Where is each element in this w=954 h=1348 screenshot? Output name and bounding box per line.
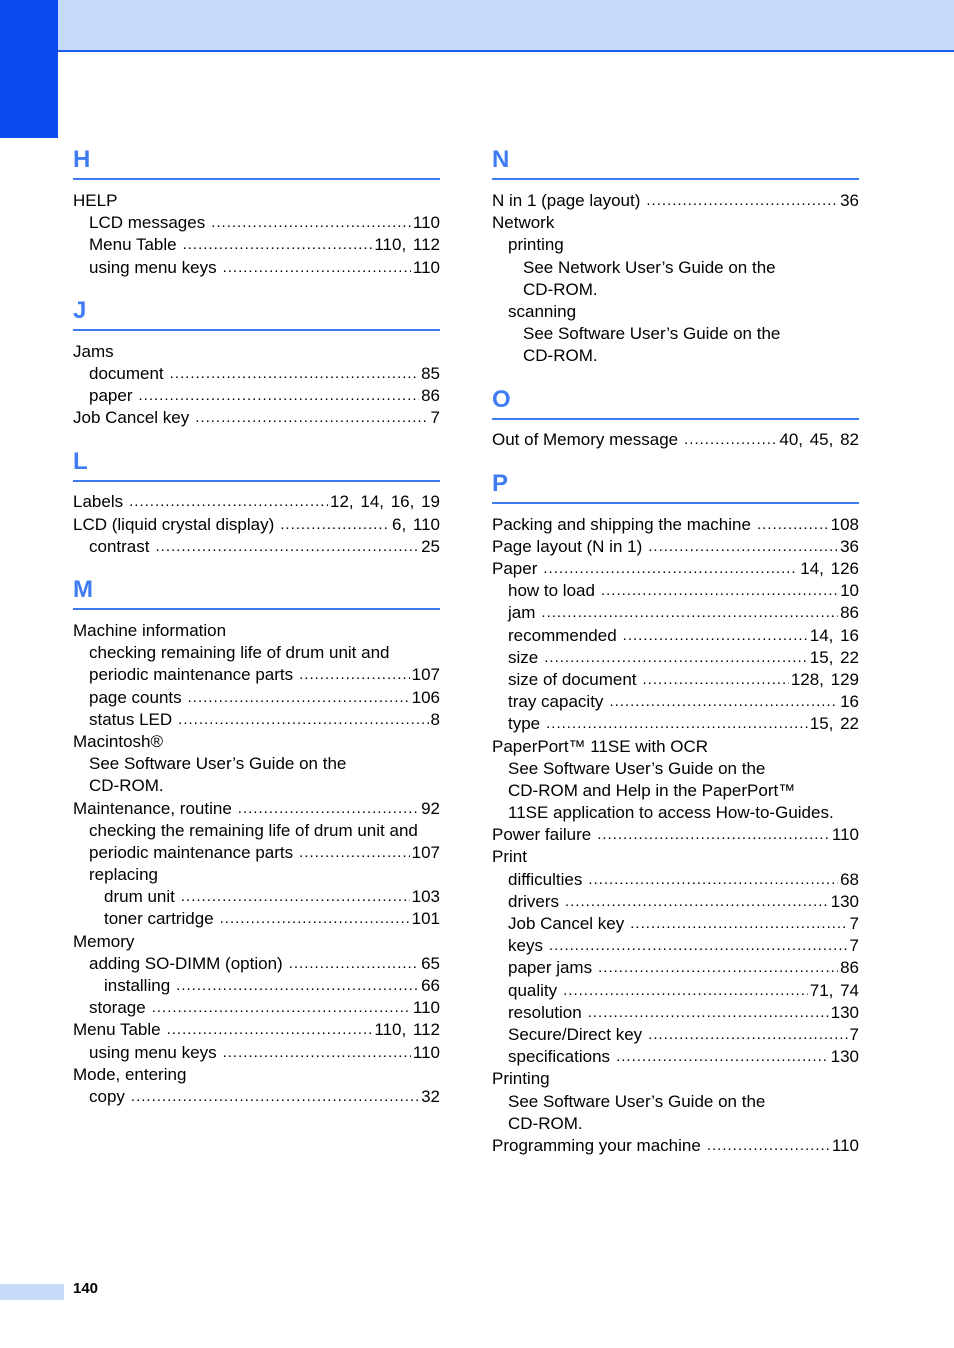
index-entry [492, 323, 859, 345]
index-entry-pages[interactable]: 106 [411, 687, 440, 707]
index-entry [73, 664, 440, 686]
index-entry [492, 345, 859, 367]
index-entry [73, 1042, 440, 1064]
index-entry [73, 975, 440, 997]
index-entry-label: Job Cancel key [73, 408, 190, 428]
index-entry-pages[interactable]: 14, 16 [809, 625, 859, 645]
index-entry-label: paper jams [508, 958, 593, 978]
index-entry-pages[interactable]: 92 [421, 798, 440, 818]
dot-leader [280, 514, 390, 536]
index-entry [492, 1135, 859, 1157]
index-entry-label: Power failure [492, 825, 592, 845]
index-entry-pages[interactable]: 16 [840, 692, 859, 712]
index-entry-pages[interactable]: 40, 45, 82 [779, 430, 859, 450]
index-entry-label: scanning [508, 301, 577, 321]
index-entry-pages[interactable]: 7 [430, 408, 440, 428]
index-entry-pages[interactable]: 32 [421, 1086, 440, 1106]
index-entry-pages[interactable]: 14, 126 [800, 559, 859, 579]
page-number-tab [0, 1284, 64, 1300]
index-entry [492, 913, 859, 935]
index-entry-label: toner cartridge [104, 909, 214, 929]
index-entry-label: paper [89, 386, 133, 406]
index-entry [492, 625, 859, 647]
index-entry-label: Labels [73, 492, 124, 512]
dot-leader [223, 1042, 411, 1064]
index-entry-label: Jams [73, 341, 114, 361]
index-entry-pages[interactable]: 110 [412, 1042, 440, 1062]
index-entry-label: checking the remaining life of drum unit and [89, 820, 418, 840]
dot-leader [129, 492, 328, 514]
dot-leader [289, 953, 419, 975]
index-entry-label: Print [492, 847, 527, 867]
index-entry-label: document [89, 363, 164, 383]
index-entry [73, 407, 440, 429]
index-entry [492, 669, 859, 691]
dot-leader [170, 363, 419, 385]
index-entry-list [73, 492, 440, 559]
dot-leader [549, 935, 848, 957]
index-entry [73, 642, 440, 664]
index-entry-label: CD-ROM. [523, 279, 598, 299]
index-entry [492, 1024, 859, 1046]
index-entry [73, 190, 440, 212]
index-entry-label: jam [508, 603, 536, 623]
dot-leader [598, 957, 838, 979]
index-entry [73, 1019, 440, 1041]
index-entry-label: See Software User’s Guide on the [508, 1091, 766, 1111]
index-entry-pages[interactable]: 25 [421, 536, 440, 556]
dot-leader [238, 798, 419, 820]
section-gap [492, 452, 859, 464]
index-entry-label: keys [508, 936, 543, 956]
dot-leader [138, 385, 419, 407]
chapter-tab [0, 0, 58, 138]
index-entry-pages[interactable]: 130 [830, 1002, 859, 1022]
index-entry [492, 1091, 859, 1113]
index-entry-label: See Network User’s Guide on the [523, 257, 776, 277]
dot-leader [178, 709, 428, 731]
index-entry-label: difficulties [508, 869, 583, 889]
header-band [0, 0, 954, 52]
index-entry-label: CD-ROM. [89, 776, 164, 796]
index-entry-pages[interactable]: 68 [840, 869, 859, 889]
index-entry-label: See Software User’s Guide on the [508, 758, 766, 778]
dot-leader [183, 234, 373, 256]
index-entry [492, 514, 859, 536]
section-letter-heading: O [492, 380, 859, 420]
index-entry [73, 492, 440, 514]
dot-leader [176, 975, 419, 997]
dot-leader [616, 1046, 829, 1068]
index-entry [492, 301, 859, 323]
index-entry-label: Mode, entering [73, 1064, 187, 1084]
index-entry-label: using menu keys [89, 257, 217, 277]
index-entry [492, 780, 859, 802]
index-entry [73, 620, 440, 642]
index-entry [492, 279, 859, 301]
index-entry-label: contrast [89, 536, 150, 556]
index-column-left [73, 140, 440, 1108]
index-entry [73, 1086, 440, 1108]
index-entry [73, 212, 440, 234]
dot-leader [299, 842, 410, 864]
section-letter-heading: M [73, 570, 440, 610]
dot-leader [181, 886, 410, 908]
index-entry-pages[interactable]: 65 [421, 953, 440, 973]
dot-leader [188, 687, 410, 709]
index-entry [73, 363, 440, 385]
section-letter-heading: H [73, 140, 440, 180]
dot-leader [609, 691, 838, 713]
index-entry-label: PaperPort™ 11SE with OCR [492, 736, 709, 756]
index-entry [492, 869, 859, 891]
dot-leader [220, 909, 410, 931]
index-entry-label: recommended [508, 625, 617, 645]
index-entry-label: CD-ROM and Help in the PaperPort™ [508, 780, 796, 800]
index-entry [492, 647, 859, 669]
index-entry-label: replacing [89, 865, 158, 885]
index-entry-label: Menu Table [73, 1020, 161, 1040]
index-entry-pages[interactable]: 108 [830, 514, 859, 534]
dot-leader [648, 1024, 847, 1046]
index-entry-label: how to load [508, 581, 595, 601]
index-entry-label: See Software User’s Guide on the [89, 754, 347, 774]
index-entry [492, 1002, 859, 1024]
index-entry [492, 847, 859, 869]
index-entry-label: Secure/Direct key [508, 1024, 643, 1044]
index-entry [73, 953, 440, 975]
index-entry [73, 931, 440, 953]
index-entry-label: Menu Table [89, 235, 177, 255]
index-entry-label: periodic maintenance parts [89, 665, 294, 685]
index-entry [73, 775, 440, 797]
index-entry-pages[interactable]: 130 [830, 1047, 859, 1067]
dot-leader [565, 891, 829, 913]
index-entry-pages[interactable]: 15, 22 [809, 714, 859, 734]
section-letter-heading: J [73, 291, 440, 331]
dot-leader [643, 669, 789, 691]
dot-leader [588, 1002, 829, 1024]
index-entry-pages[interactable]: 7 [849, 1024, 859, 1044]
section-gap [492, 368, 859, 380]
index-entry-label: adding SO-DIMM (option) [89, 953, 283, 973]
index-entry [492, 536, 859, 558]
index-entry-list [492, 190, 859, 368]
index-entry [492, 891, 859, 913]
index-entry [492, 257, 859, 279]
dot-leader [223, 257, 411, 279]
index-entry-pages[interactable]: 130 [830, 891, 859, 911]
index-entry-label: tray capacity [508, 692, 604, 712]
index-entry-pages[interactable]: 110 [412, 998, 440, 1018]
index-entry-pages[interactable]: 86 [421, 386, 440, 406]
index-entry [73, 886, 440, 908]
index-entry-list [73, 341, 440, 430]
section-letter-heading: L [73, 442, 440, 482]
section-letter-heading: N [492, 140, 859, 180]
index-entry [492, 802, 859, 824]
dot-leader [543, 558, 798, 580]
dot-leader [597, 824, 830, 846]
page-number: 140 [73, 1280, 99, 1297]
dot-leader [707, 1135, 830, 1157]
index-entry [492, 691, 859, 713]
section-gap [73, 279, 440, 291]
dot-leader [546, 713, 808, 735]
index-entry [73, 536, 440, 558]
index-entry-list [73, 190, 440, 279]
index-entry-label: type [508, 714, 541, 734]
index-entry-label: LCD messages [89, 213, 206, 233]
index-entry-pages[interactable]: 15, 22 [809, 647, 859, 667]
index-entry-label: copy [89, 1086, 125, 1106]
index-entry [73, 842, 440, 864]
index-entry [73, 709, 440, 731]
index-entry-list [492, 514, 859, 1157]
index-entry-pages[interactable]: 66 [421, 976, 440, 996]
index-entry-label: Maintenance, routine [73, 798, 232, 818]
index-entry-label: Printing [492, 1069, 550, 1089]
index-entry-pages[interactable]: 86 [840, 958, 859, 978]
index-entry-pages[interactable]: 110 [831, 825, 859, 845]
index-entry-label: using menu keys [89, 1042, 217, 1062]
index-entry-label: size [508, 647, 539, 667]
index-entry-label: CD-ROM. [523, 346, 598, 366]
index-entry [492, 736, 859, 758]
index-entry-pages[interactable]: 86 [840, 603, 859, 623]
index-entry [73, 1064, 440, 1086]
index-entry-label: specifications [508, 1047, 611, 1067]
dot-leader [630, 913, 847, 935]
index-entry-pages[interactable]: 10 [840, 581, 859, 601]
index-entry-pages[interactable]: 71, 74 [809, 980, 859, 1000]
index-entry [73, 909, 440, 931]
index-entry [492, 234, 859, 256]
dot-leader [299, 664, 410, 686]
index-entry-pages[interactable]: 85 [421, 363, 440, 383]
index-entry-label: Out of Memory message [492, 430, 679, 450]
index-entry-pages[interactable]: 6, 110 [391, 514, 440, 534]
index-entry-pages[interactable]: 36 [840, 536, 859, 556]
index-entry-pages[interactable]: 8 [430, 709, 440, 729]
index-entry [492, 190, 859, 212]
index-entry-pages[interactable]: 110 [412, 257, 440, 277]
index-entry [73, 731, 440, 753]
index-entry [492, 580, 859, 602]
dot-leader [541, 602, 838, 624]
index-entry [492, 758, 859, 780]
dot-leader [544, 647, 808, 669]
index-entry [492, 430, 859, 452]
index-entry [492, 558, 859, 580]
index-entry-pages[interactable]: 107 [411, 665, 440, 685]
section-gap [73, 558, 440, 570]
index-entry-label: Memory [73, 931, 135, 951]
index-entry-list [73, 620, 440, 1108]
dot-leader [623, 625, 808, 647]
dot-leader [131, 1086, 419, 1108]
index-entry-label: LCD (liquid crystal display) [73, 514, 275, 534]
dot-leader [601, 580, 838, 602]
dot-leader [646, 190, 838, 212]
index-entry-label: Macintosh® [73, 731, 164, 751]
index-entry-label: Paper [492, 559, 538, 579]
index-entry-label: periodic maintenance parts [89, 842, 294, 862]
index-entry-pages[interactable]: 36 [840, 190, 859, 210]
index-entry-label: Programming your machine [492, 1135, 701, 1155]
section-letter-heading: P [492, 464, 859, 504]
index-entry-label: See Software User’s Guide on the [523, 324, 781, 344]
index-entry-pages[interactable]: 110 [412, 213, 440, 233]
index-entry-pages[interactable]: 110, 112 [374, 235, 440, 255]
dot-leader [155, 536, 419, 558]
index-entry [73, 341, 440, 363]
index-entry [73, 864, 440, 886]
index-entry [73, 257, 440, 279]
section-gap [73, 430, 440, 442]
index-entry-label: CD-ROM. [508, 1113, 583, 1133]
dot-leader [684, 430, 777, 452]
index-entry-label: Job Cancel key [508, 914, 625, 934]
dot-leader [588, 869, 838, 891]
index-entry [492, 935, 859, 957]
index-entry-label: Page layout (N in 1) [492, 536, 643, 556]
index-entry-label: Network [492, 213, 555, 233]
index-entry-label: checking remaining life of drum unit and [89, 643, 390, 663]
dot-leader [648, 536, 838, 558]
index-entry-pages[interactable]: 110, 112 [374, 1020, 440, 1040]
index-entry-pages[interactable]: 12, 14, 16, 19 [330, 492, 440, 512]
index-entry [492, 1068, 859, 1090]
index-entry-label: storage [89, 998, 146, 1018]
index-entry-label: resolution [508, 1002, 582, 1022]
index-entry [73, 997, 440, 1019]
index-entry-list [492, 430, 859, 452]
index-entry-label: drum unit [104, 887, 175, 907]
index-column-right [492, 140, 859, 1157]
index-entry [492, 212, 859, 234]
dot-leader [152, 997, 411, 1019]
dot-leader [211, 212, 411, 234]
index-entry [73, 820, 440, 842]
index-entry-label: size of document [508, 669, 637, 689]
index-entry-pages[interactable]: 7 [849, 914, 859, 934]
index-entry [492, 957, 859, 979]
index-entry-pages[interactable]: 101 [411, 909, 440, 929]
index-entry-label: printing [508, 235, 564, 255]
index-entry [73, 753, 440, 775]
index-entry-label: HELP [73, 190, 118, 210]
index-entry [492, 980, 859, 1002]
index-entry-label: page counts [89, 687, 182, 707]
index-entry [73, 687, 440, 709]
dot-leader [195, 407, 428, 429]
index-entry-pages[interactable]: 107 [411, 842, 440, 862]
index-entry-label: quality [508, 980, 558, 1000]
index-entry-label: Machine information [73, 621, 227, 641]
index-entry [73, 385, 440, 407]
index-entry [73, 514, 440, 536]
index-entry-pages[interactable]: 103 [411, 887, 440, 907]
index-entry-label: drivers [508, 891, 560, 911]
index-entry [492, 1046, 859, 1068]
dot-leader [167, 1019, 373, 1041]
index-entry-pages[interactable]: 110 [831, 1135, 859, 1155]
index-entry-label: status LED [89, 709, 173, 729]
index-entry-label: 11SE application to access How-to-Guides. [508, 803, 834, 823]
index-entry [73, 234, 440, 256]
index-entry [73, 798, 440, 820]
index-entry-label: N in 1 (page layout) [492, 190, 641, 210]
index-entry [492, 824, 859, 846]
index-entry-pages[interactable]: 7 [849, 936, 859, 956]
index-entry [492, 1113, 859, 1135]
index-entry-label: Packing and shipping the machine [492, 514, 751, 534]
dot-leader [757, 514, 829, 536]
index-entry-pages[interactable]: 128, 129 [790, 669, 859, 689]
index-entry-label: installing [104, 976, 171, 996]
index-entry [492, 602, 859, 624]
index-entry [492, 713, 859, 735]
dot-leader [563, 980, 808, 1002]
